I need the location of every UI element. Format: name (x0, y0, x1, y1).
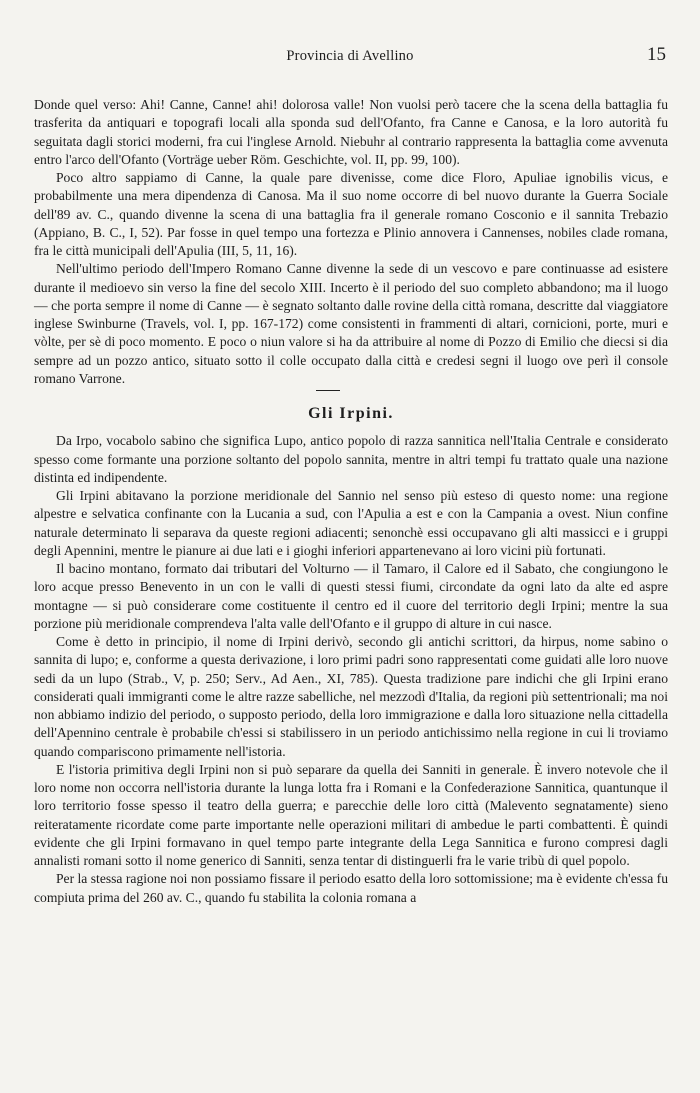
paragraph: Da Irpo, vocabolo sabino che significa Lupo, antico popolo di razza sannitica nell'Italia Centrale e considerato spesso come formante una porzione soltanto del popolo sannita, mentre in altri tempi fu trattato quale una nazione distinta ed indipendente. (34, 433, 668, 485)
page-header (34, 44, 666, 70)
paragraph: Poco altro sappiamo di Canne, la quale pare divenisse, come dice Floro, Apuliae ignobilis vicus, e probabilmente una mera dipendenza di Canosa. Ma il suo nome occorre di bel nuovo durante la Guerra Sociale dell'89 av. C., quando divenne la scena di una battaglia fra il generale romano Cosconio e il sannita Trebazio (Appiano, B. C., I, 52). Par fosse in quel tempo una fortezza e Plinio annovera i Cannenses, nobiles clade romana, fra le città municipali dell'Apulia (III, 5, 11, 16). (34, 170, 668, 258)
paragraph: Nell'ultimo periodo dell'Impero Romano Canne divenne la sede di un vescovo e pare continuasse ad esistere durante il medioevo sin verso la fine del secolo XIII. Incerto è il periodo del suo completo abbandono; ma il luogo — che porta sempre il nome di Canne — è segnato soltanto dalle rovine della città romana, descritte dal viaggiatore inglese Swinburne (Travels, vol. I, pp. 167-172) come consistenti in frammenti di altari, cornicioni, porte, muri e vòlte, per sè di poco momento. E poco o niun valore si ha da attribuire al nome di Pozzo di Emilio che diecsi si dia sempre ad un pozzo antico, situato sotto il colle occupato dalla città e credesi segni il luogo ove perì il console romano Varrone. (34, 261, 668, 386)
paragraph: Il bacino montano, formato dai tributari del Volturno — il Tamaro, il Calore ed il Sabato, che congiungono le loro acque presso Benevento in un con le valli di questi stessi fiumi, circondate da ogni lato da alte ed aspre montagne — si può considerare come costituente il centro ed il cuore del territorio degli Irpini; mentre la sua porzione più meridionale comprendeva l'alta valle dell'Ofanto e il gruppo di alture in cui nasce. (34, 561, 668, 631)
paragraph: Come è detto in principio, il nome di Irpini derivò, secondo gli antichi scrittori, da hirpus, nome sabino o sannita di lupo; e, conforme a questa derivazione, i loro primi padri sono rappresentati come guidati alle loro nuove sedi da un lupo (Strab., V, p. 250; Serv., Ad Aen., XI, 785). Questa tradizione pare indichi che gli Irpini erano considerati quali immigranti come le altre razze sabelliche, nel mezzodì d'Italia, da regioni più settentrionali; ma noi non abbiamo indizio del periodo, o supposto periodo, della loro immigrazione e dalla loro situazione nella cittadella dell'Apennino centrale è probabile ch'essi si stabilissero in un periodo antichissimo nella regione in cui li troviamo quando compariscono primamente nell'istoria. (34, 634, 668, 759)
page-number: 15 (647, 44, 666, 65)
page-body (34, 96, 668, 907)
paragraph: Per la stessa ragione noi non possiamo fissare il periodo esatto della loro sottomissione; ma è evidente ch'essa fu compiuta prima del 260 av. C., quando fu stabilita la colonia romana a (34, 871, 668, 905)
paragraph: E l'istoria primitiva degli Irpini non si può separare da quella dei Sanniti in generale. È invero notevole che il loro nome non occorra nell'istoria durante la lunga lotta fra i Romani e la Confederazione Sannitica, quantunque il loro territorio fosse spesso il teatro della guerra; e parecchie delle loro città (Malevento segnatamente) sieno reiteratamente ricordate come parte importante nelle operazioni militari di ambedue le parti combattenti. È quindi evidente che gli Irpini formavano in quel tempo parte integrante della Lega Sannitica e furono compresi dagli annalisti romani sotto il nome generico di Sanniti, senza tentar di distinguerli fra le varie tribù di quel popolo. (34, 761, 668, 868)
paragraph: Gli Irpini abitavano la porzione meridionale del Sannio nel senso più esteso di questo nome: una regione alpestre e selvatica confinante con la Lucania a sud, con l'Apulia a est e con la Campania a ovest. Niun confine naturale determinato li separava da queste regioni adiacenti; senonchè essi occupavano gli alti massicci e i gruppi degli Apennini, mentre le pianure ai due lati e i gioghi inferiori appartenevano ai loro vicini più fortunati. (34, 488, 668, 558)
section-heading: Gli Irpini. (308, 405, 394, 422)
paragraph: Donde quel verso: Ahi! Canne, Canne! ahi! dolorosa valle! Non vuolsi però tacere che la scena della battaglia fu trasferita da antiquari e topografi locali alla sponda sud dell'Ofanto, fra Canne e Canosa, e la loro autorità fu seguitata dagli storici moderni, fra cui l'inglese Arnold. Niebuhr al contrario rappresenta la battaglia come avvenuta entro l'arco dell'Ofanto (Vorträge ueber Röm. Geschichte, vol. II, pp. 99, 100). (34, 97, 668, 167)
running-title: Provincia di Avellino (286, 48, 414, 64)
section-separator (316, 390, 340, 391)
